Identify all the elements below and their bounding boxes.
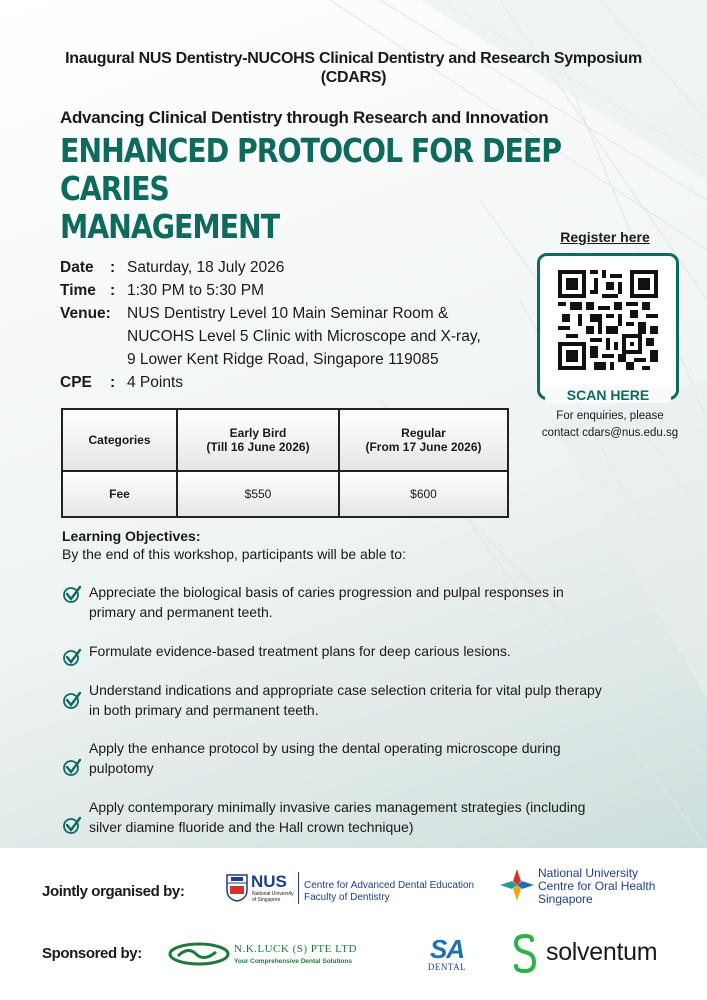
nus-small-line2: of Singapore — [252, 897, 281, 903]
event-details — [60, 256, 517, 394]
regular-dates: (From 17 June 2026) — [365, 440, 482, 454]
nkluck-swoosh-icon — [168, 942, 230, 966]
nkluck-name: N.K.LUCK (S) PTE LTD — [234, 943, 357, 955]
venue-label: Venue: — [60, 305, 111, 322]
check-icon — [62, 647, 82, 667]
register-link[interactable]: Register here — [560, 229, 650, 245]
check-icon — [62, 757, 82, 777]
venue-spacer-2 — [60, 348, 127, 371]
regular-label: Regular — [401, 426, 446, 440]
objective-1-line1: Appreciate the biological basis of caries progression and pulpal responses in — [89, 584, 564, 600]
fees-header-early — [177, 409, 339, 471]
solventum-wordmark: solventum — [546, 938, 658, 966]
sponsored-by-label: Sponsored by: — [42, 945, 142, 962]
fees-row — [62, 471, 508, 517]
nkluck-tagline: Your Comprehensive Dental Solutions — [234, 958, 352, 965]
check-icon — [62, 815, 82, 835]
objective-2-line1: Formulate evidence-based treatment plans for deep carious lesions. — [89, 643, 511, 659]
nucohs-line1: National University — [538, 866, 639, 880]
cpe-row — [60, 371, 517, 394]
fees-header-categories: Categories — [62, 409, 177, 471]
main-title-line2: MANAGEMENT — [60, 207, 280, 246]
objectives-intro: By the end of this workshop, participants will be able to: — [62, 546, 406, 562]
nus-logo — [226, 870, 476, 906]
jointly-organised-label: Jointly organised by: — [42, 883, 185, 900]
nus-divider — [298, 872, 299, 904]
early-dates: (Till 16 June 2026) — [206, 440, 310, 454]
venue-row — [60, 302, 517, 325]
subtitle: Advancing Clinical Dentistry through Research and Innovation — [60, 108, 549, 127]
nus-centre-line1: Centre for Advanced Dental Education — [304, 880, 475, 891]
footer — [0, 848, 707, 1000]
time-label: Time — [60, 282, 96, 299]
enquiries-email[interactable]: contact cdars@nus.edu.sg — [541, 427, 679, 439]
date-colon: : — [110, 259, 116, 276]
scan-here-label: SCAN HERE — [545, 387, 671, 403]
objective-3-line2: in both primary and permanent teeth. — [89, 702, 319, 718]
time-colon: : — [110, 282, 116, 299]
main-title — [60, 132, 610, 246]
date-row — [60, 256, 517, 279]
nus-small-line1: National University — [252, 891, 294, 897]
time-row — [60, 279, 517, 302]
venue-line3: 9 Lower Kent Ridge Road, Singapore 119085 — [127, 351, 439, 368]
objective-5-line2: silver diamine fluoride and the Hall crown technique) — [89, 819, 414, 835]
objective-item-1 — [89, 582, 649, 622]
fee-early-value: $550 — [177, 471, 339, 517]
nus-wordmark: NUS — [251, 872, 287, 891]
sa-wordmark: SA — [429, 934, 465, 964]
nucohs-line3: Singapore — [538, 892, 593, 906]
solventum-logo — [510, 934, 690, 974]
fee-regular-value: $600 — [339, 471, 508, 517]
objective-3-line1: Understand indications and appropriate case selection criteria for vital pulp therapy — [89, 682, 602, 698]
venue-row-2 — [60, 325, 517, 348]
objective-5-line1: Apply contemporary minimally invasive caries management strategies (including — [89, 799, 586, 815]
time-value: 1:30 PM to 5:30 PM — [127, 282, 264, 299]
main-title-line1: ENHANCED PROTOCOL FOR DEEP CARIES — [60, 131, 561, 208]
cpe-colon: : — [110, 374, 116, 391]
sa-dental-sub: DENTAL — [427, 962, 467, 972]
venue-row-3 — [60, 348, 517, 371]
objective-item-5 — [89, 797, 649, 837]
fees-header-regular — [339, 409, 508, 471]
fees-header-row — [62, 409, 508, 471]
nucohs-logo — [500, 865, 680, 909]
nucohs-line2: Centre for Oral Health — [538, 879, 656, 893]
objective-1-line2: primary and permanent teeth. — [89, 604, 273, 620]
cpe-label: CPE — [60, 374, 92, 391]
enquiries-line1: For enquiries, please — [556, 410, 664, 422]
qr-code[interactable] — [558, 270, 658, 370]
venue-line2: NUCOHS Level 5 Clinic with Microscope and X-ray, — [127, 328, 481, 345]
sa-dental-logo — [418, 936, 476, 972]
objective-item-3 — [89, 680, 649, 720]
check-icon — [62, 584, 82, 604]
objective-4-line1: Apply the enhance protocol by using the dental operating microscope during — [89, 740, 561, 756]
qr-code-frame[interactable] — [537, 253, 679, 400]
nus-crest-icon — [226, 874, 248, 902]
enquiries-text — [530, 408, 690, 442]
venue-spacer — [60, 325, 127, 348]
early-label: Early Bird — [229, 426, 287, 440]
objective-4-line2: pulpotomy — [89, 760, 154, 776]
date-value: Saturday, 18 July 2026 — [127, 259, 285, 276]
venue-line1: NUS Dentistry Level 10 Main Seminar Room & — [127, 305, 449, 322]
symposium-title-line2: (CDARS) — [320, 69, 387, 86]
fee-label: Fee — [62, 471, 177, 517]
objective-item-2 — [89, 641, 649, 661]
nucohs-star-icon — [500, 869, 534, 901]
nus-centre-line2: Faculty of Dentistry — [304, 892, 390, 903]
date-label: Date — [60, 259, 94, 276]
objective-item-4 — [89, 738, 649, 778]
cpe-value: 4 Points — [127, 374, 184, 391]
solventum-s-icon — [510, 934, 540, 974]
symposium-title-line1: Inaugural NUS Dentistry-NUCOHS Clinical Dentistry and Research Symposium — [65, 50, 642, 67]
check-icon — [62, 690, 82, 710]
nkluck-logo — [168, 940, 388, 970]
objectives-title: Learning Objectives: — [62, 528, 201, 544]
fees-table — [61, 408, 509, 518]
